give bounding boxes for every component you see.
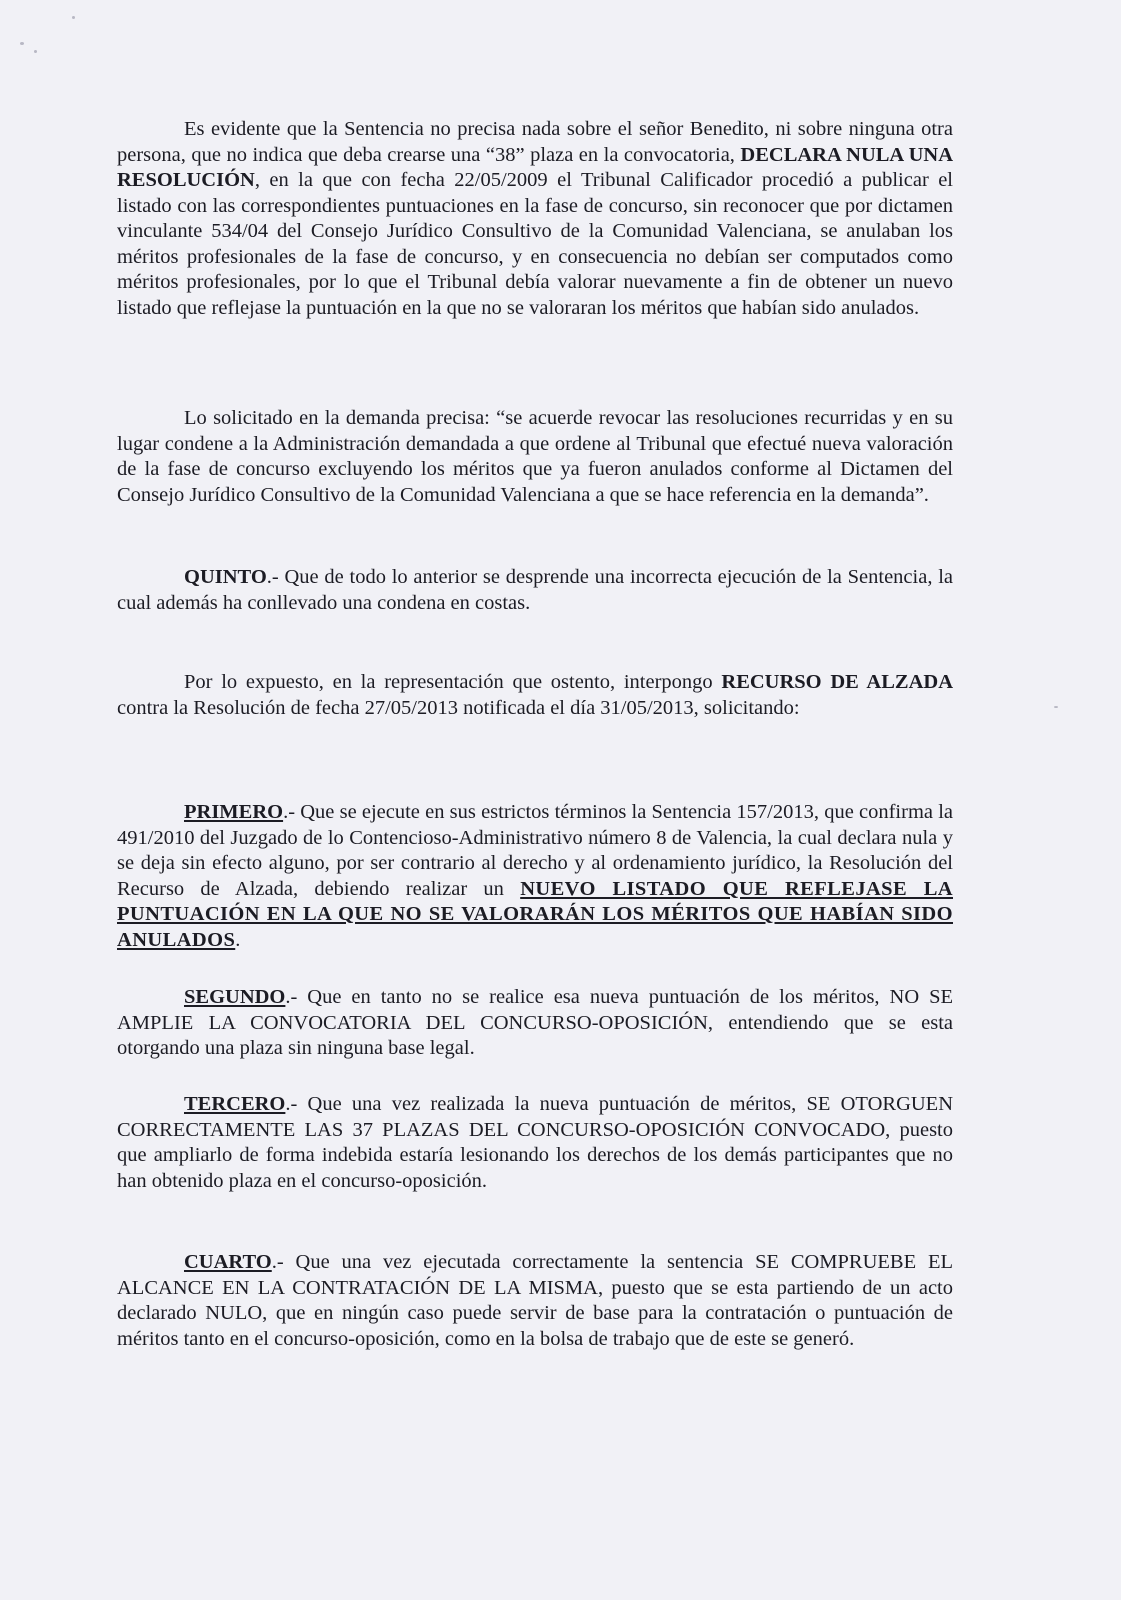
- primero-end: .: [235, 928, 241, 951]
- primero-emphasis: NUEVO LISTADO QUE REFLEJASE LA PUNTUACIÓN EN LA QUE NO SE VALORARÁN LOS MÉRITOS QUE HABÍAN SIDO ANULADOS: [117, 877, 953, 951]
- paragraph-tercero: [117, 1092, 953, 1194]
- segundo-text: .- Que en tanto no se realice esa nueva puntuación de los méritos, NO SE AMPLIE LA CONVOCATORIA DEL CONCURSO-OPOSICIÓN, entendiendo que se esta otorgando una plaza sin ninguna base legal.: [117, 986, 953, 1059]
- request-text-c: contra la Resolución de fecha 27/05/2013 notificada el día 31/05/2013, solicitando:: [117, 696, 800, 719]
- paragraph-primero: [117, 800, 953, 953]
- paragraph-1-bold: DECLARA NULA UNA RESOLUCIÓN: [117, 143, 954, 191]
- tercero-label: TERCERO: [184, 1093, 286, 1115]
- tercero-text: .- Que una vez realizada la nueva puntuación de méritos, SE OTORGUEN CORRECTAMENTE LAS 37 PLAZAS DEL CONCURSO-OPOSICIÓN CONVOCADO, puesto que ampliarlo de forma indebida estaría lesionando los derechos de los demás participantes que no han obtenido plaza en el concurso-oposición.: [117, 1093, 953, 1192]
- paragraph-1: [117, 117, 953, 321]
- paragraph-2-text: Lo solicitado en la demanda precisa: “se acuerde revocar las resoluciones recurridas y en su lugar condene a la Administración demandada a que ordene al Tribunal que efectué nueva valoración de la fase de concurso excluyendo los méritos que ya fueron anulados conforme al Dictamen del Consejo Jurídico Consultivo de la Comunidad Valenciana a que se hace referencia en la demanda”.: [117, 407, 953, 506]
- scan-speck: [72, 16, 75, 19]
- scan-speck: [1054, 706, 1058, 708]
- scan-speck: [34, 50, 37, 53]
- paragraph-segundo: [117, 985, 953, 1062]
- paragraph-1-text-a: Es evidente que la Sentencia no precisa nada sobre el señor Benedito, ni sobre ninguna otra persona, que no indica que deba crearse una “38” plaza en la convocatoria,: [117, 118, 953, 166]
- primero-label: PRIMERO: [184, 801, 284, 823]
- paragraph-2: [117, 406, 953, 508]
- segundo-label: SEGUNDO: [184, 986, 286, 1008]
- paragraph-quinto: [117, 565, 953, 616]
- cuarto-label: CUARTO: [184, 1251, 272, 1273]
- scan-speck: [20, 42, 24, 45]
- quinto-label: QUINTO: [184, 566, 267, 588]
- quinto-text: .- Que de todo lo anterior se desprende una incorrecta ejecución de la Sentencia, la cual además ha conllevado una condena en costas.: [117, 566, 953, 614]
- paragraph-request: [117, 670, 953, 721]
- cuarto-text: .- Que una vez ejecutada correctamente la sentencia SE COMPRUEBE EL ALCANCE EN LA CONTRATACIÓN DE LA MISMA, puesto que se esta partiendo de un acto declarado NULO, que en ningún caso puede servir de base para la contratación o puntuación de méritos tanto en el concurso-oposición, como en la bolsa de trabajo que de este se generó.: [117, 1251, 953, 1350]
- paragraph-1-text-c: , en la que con fecha 22/05/2009 el Tribunal Calificador procedió a publicar el listado con las correspondientes puntuaciones en la fase de concurso, sin reconocer que por dictamen vinculante 534/04 del Consejo Jurídico Consultivo de la Comunidad Valenciana, se anulaban los méritos profesionales de la fase de concurso, y en consecuencia no debían ser computados como méritos profesionales, por lo que el Tribunal debía valorar nuevamente a fin de obtener un nuevo listado que reflejase la puntuación en la que no se valoraran los méritos que habían sido anulados.: [117, 169, 953, 319]
- paragraph-cuarto: [117, 1250, 953, 1352]
- primero-text: .- Que se ejecute en sus estrictos términos la Sentencia 157/2013, que confirma la 491/2010 del Juzgado de lo Contencioso-Administrativo número 8 de Valencia, la cual declara nula y se deja sin efecto alguno, por ser contrario al derecho y al ordenamiento jurídico, la Resolución del Recurso de Alzada, debiendo realizar un: [117, 801, 953, 900]
- request-text-a: Por lo expuesto, en la representación que ostento, interpongo: [184, 671, 713, 693]
- request-bold: RECURSO DE ALZADA: [721, 671, 953, 693]
